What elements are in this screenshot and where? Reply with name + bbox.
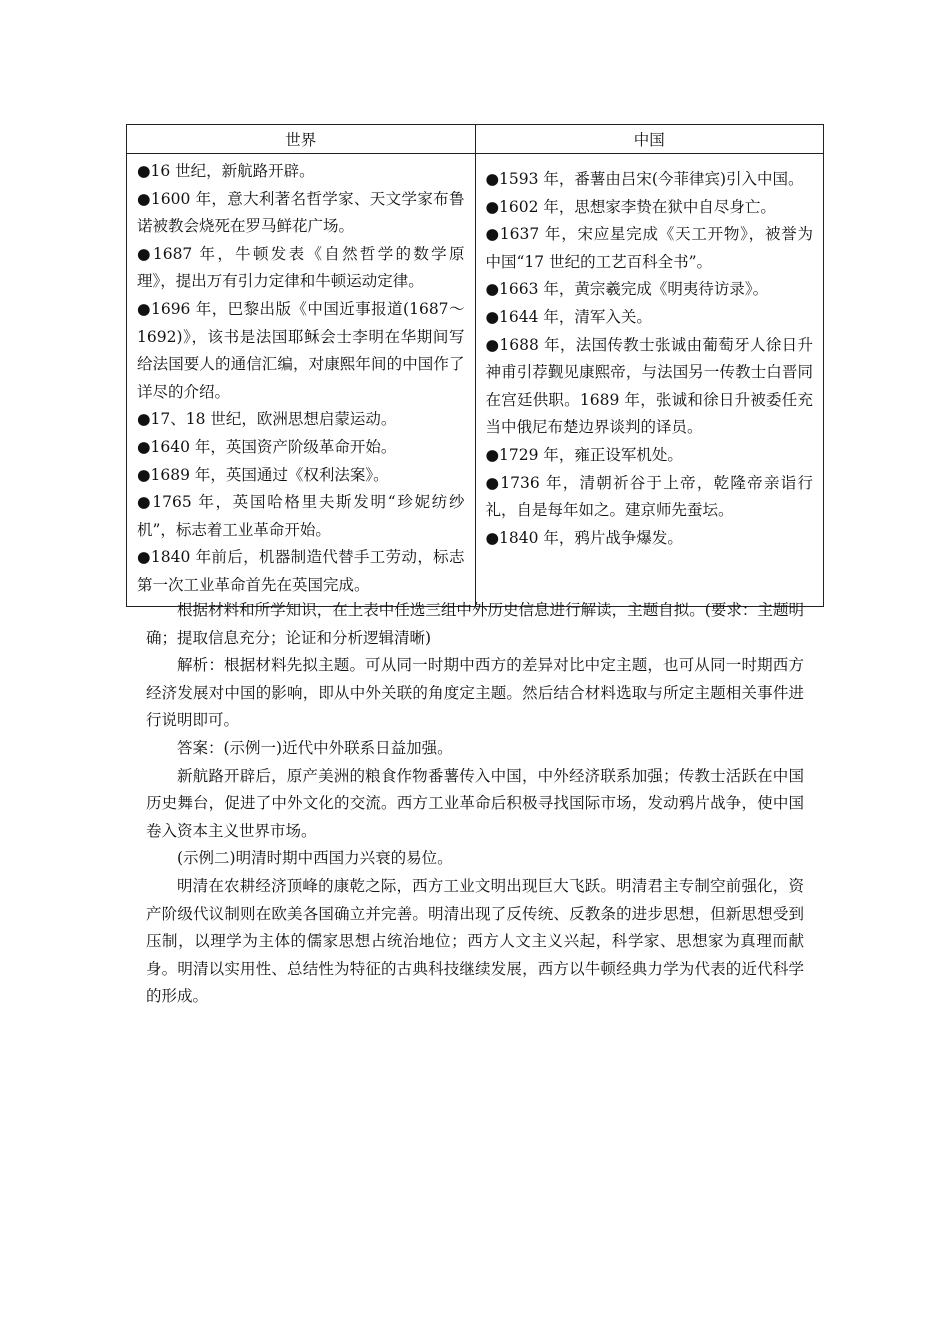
world-event-item: ●1696 年，巴黎出版《中国近事报道(1687～1692)》，该书是法国耶稣会士李明在华期间写给法国要人的通信汇编，对康熙年间的中国作了详尽的介绍。 — [137, 299, 465, 401]
china-event-item: ●1644 年，清军入关。 — [485, 307, 652, 326]
china-event-item: ●1729 年，雍正设军机处。 — [485, 445, 683, 464]
world-event-item: ●1840 年前后，机器制造代替手工劳动，标志第一次工业革命首先在英国完成。 — [137, 548, 465, 594]
china-events-cell — [475, 154, 824, 607]
header-world: 世界 — [127, 125, 476, 154]
china-event-item: ●1593 年，番薯由吕宋(今菲律宾)引入中国。 — [485, 170, 804, 188]
answer-example-1-title: 答案：(示例一)近代中外联系日益加强。 — [177, 738, 453, 757]
world-events-cell — [127, 154, 476, 607]
china-event-item: ●1637 年，宋应星完成《天工开物》，被誉为中国“17 世纪的工艺百科全书”。 — [485, 225, 813, 271]
question-and-answer — [146, 597, 804, 1011]
question-paragraph: 根据材料和所学知识，在上表中任选三组中外历史信息进行解读，主题自拟。(要求：主题明确；提取信息充分；论证和分析逻辑清晰) — [146, 601, 804, 647]
china-event-item: ●1736 年，清朝祈谷于上帝，乾隆帝亲诣行礼，自是每年如之。建京师先蚕坛。 — [485, 473, 813, 520]
table-header-row — [127, 125, 824, 154]
world-event-item: ●1640 年，英国资产阶级革命开始。 — [137, 437, 397, 456]
answer-example-2-body: 明清在农耕经济顶峰的康乾之际，西方工业文明出现巨大飞跃。明清君主专制空前强化，资产阶级代议制则在欧美各国确立并完善。明清出现了反传统、反教条的进步思想，但新思想受到压制，以理学为主体的儒家思想占统治地位；西方人文主义兴起，科学家、思想家为真理而献身。明清以实用性、总结性为特征的古典科技继续发展，西方以牛顿经典力学为代表的近代科学的形成。 — [146, 876, 804, 1006]
table-body-row — [127, 154, 824, 607]
answer-example-2-title: (示例二)明清时期中西国力兴衰的易位。 — [177, 849, 453, 868]
comparison-table — [126, 124, 824, 607]
world-event-item: ●1689 年，英国通过《权利法案》。 — [137, 465, 389, 484]
china-event-item: ●1688 年，法国传教士张诚由葡萄牙人徐日升神甫引荐觐见康熙帝，与法国另一传教士白晋同在宫廷供职。1689 年，张诚和徐日升被委任充当中俄尼布楚边界谈判的译员。 — [485, 335, 813, 437]
world-event-item: ●1687 年，牛顿发表《自然哲学的数学原理》，提出万有引力定律和牛顿运动定律。 — [137, 244, 465, 291]
world-event-item: ●1600 年，意大利著名哲学家、天文学家布鲁诺被教会烧死在罗马鲜花广场。 — [137, 189, 465, 236]
answer-example-1-body: 新航路开辟后，原产美洲的粮食作物番薯传入中国，中外经济联系加强；传教士活跃在中国历史舞台，促进了中外文化的交流。西方工业革命后积极寻找国际市场，发动鸦片战争，使中国卷入资本主义世界市场。 — [146, 766, 804, 840]
world-event-item: ●17、18 世纪，欧洲思想启蒙运动。 — [137, 410, 397, 429]
header-china: 中国 — [475, 125, 824, 154]
china-event-item: ●1602 年，思想家李贽在狱中自尽身亡。 — [485, 197, 776, 216]
world-event-item: ●1765 年，英国哈格里夫斯发明“珍妮纺纱机”，标志着工业革命开始。 — [137, 493, 465, 539]
world-event-item: ●16 世纪，新航路开辟。 — [137, 162, 315, 180]
analysis-paragraph: 解析：根据材料先拟主题。可从同一时期中西方的差异对比中定主题，也可从同一时期西方经济发展对中国的影响，即从中外关联的角度定主题。然后结合材料选取与所定主题相关事件进行说明即可。 — [146, 656, 804, 730]
china-event-item: ●1840 年，鸦片战争爆发。 — [485, 528, 683, 547]
china-event-item: ●1663 年，黄宗羲完成《明夷待访录》。 — [485, 280, 769, 299]
